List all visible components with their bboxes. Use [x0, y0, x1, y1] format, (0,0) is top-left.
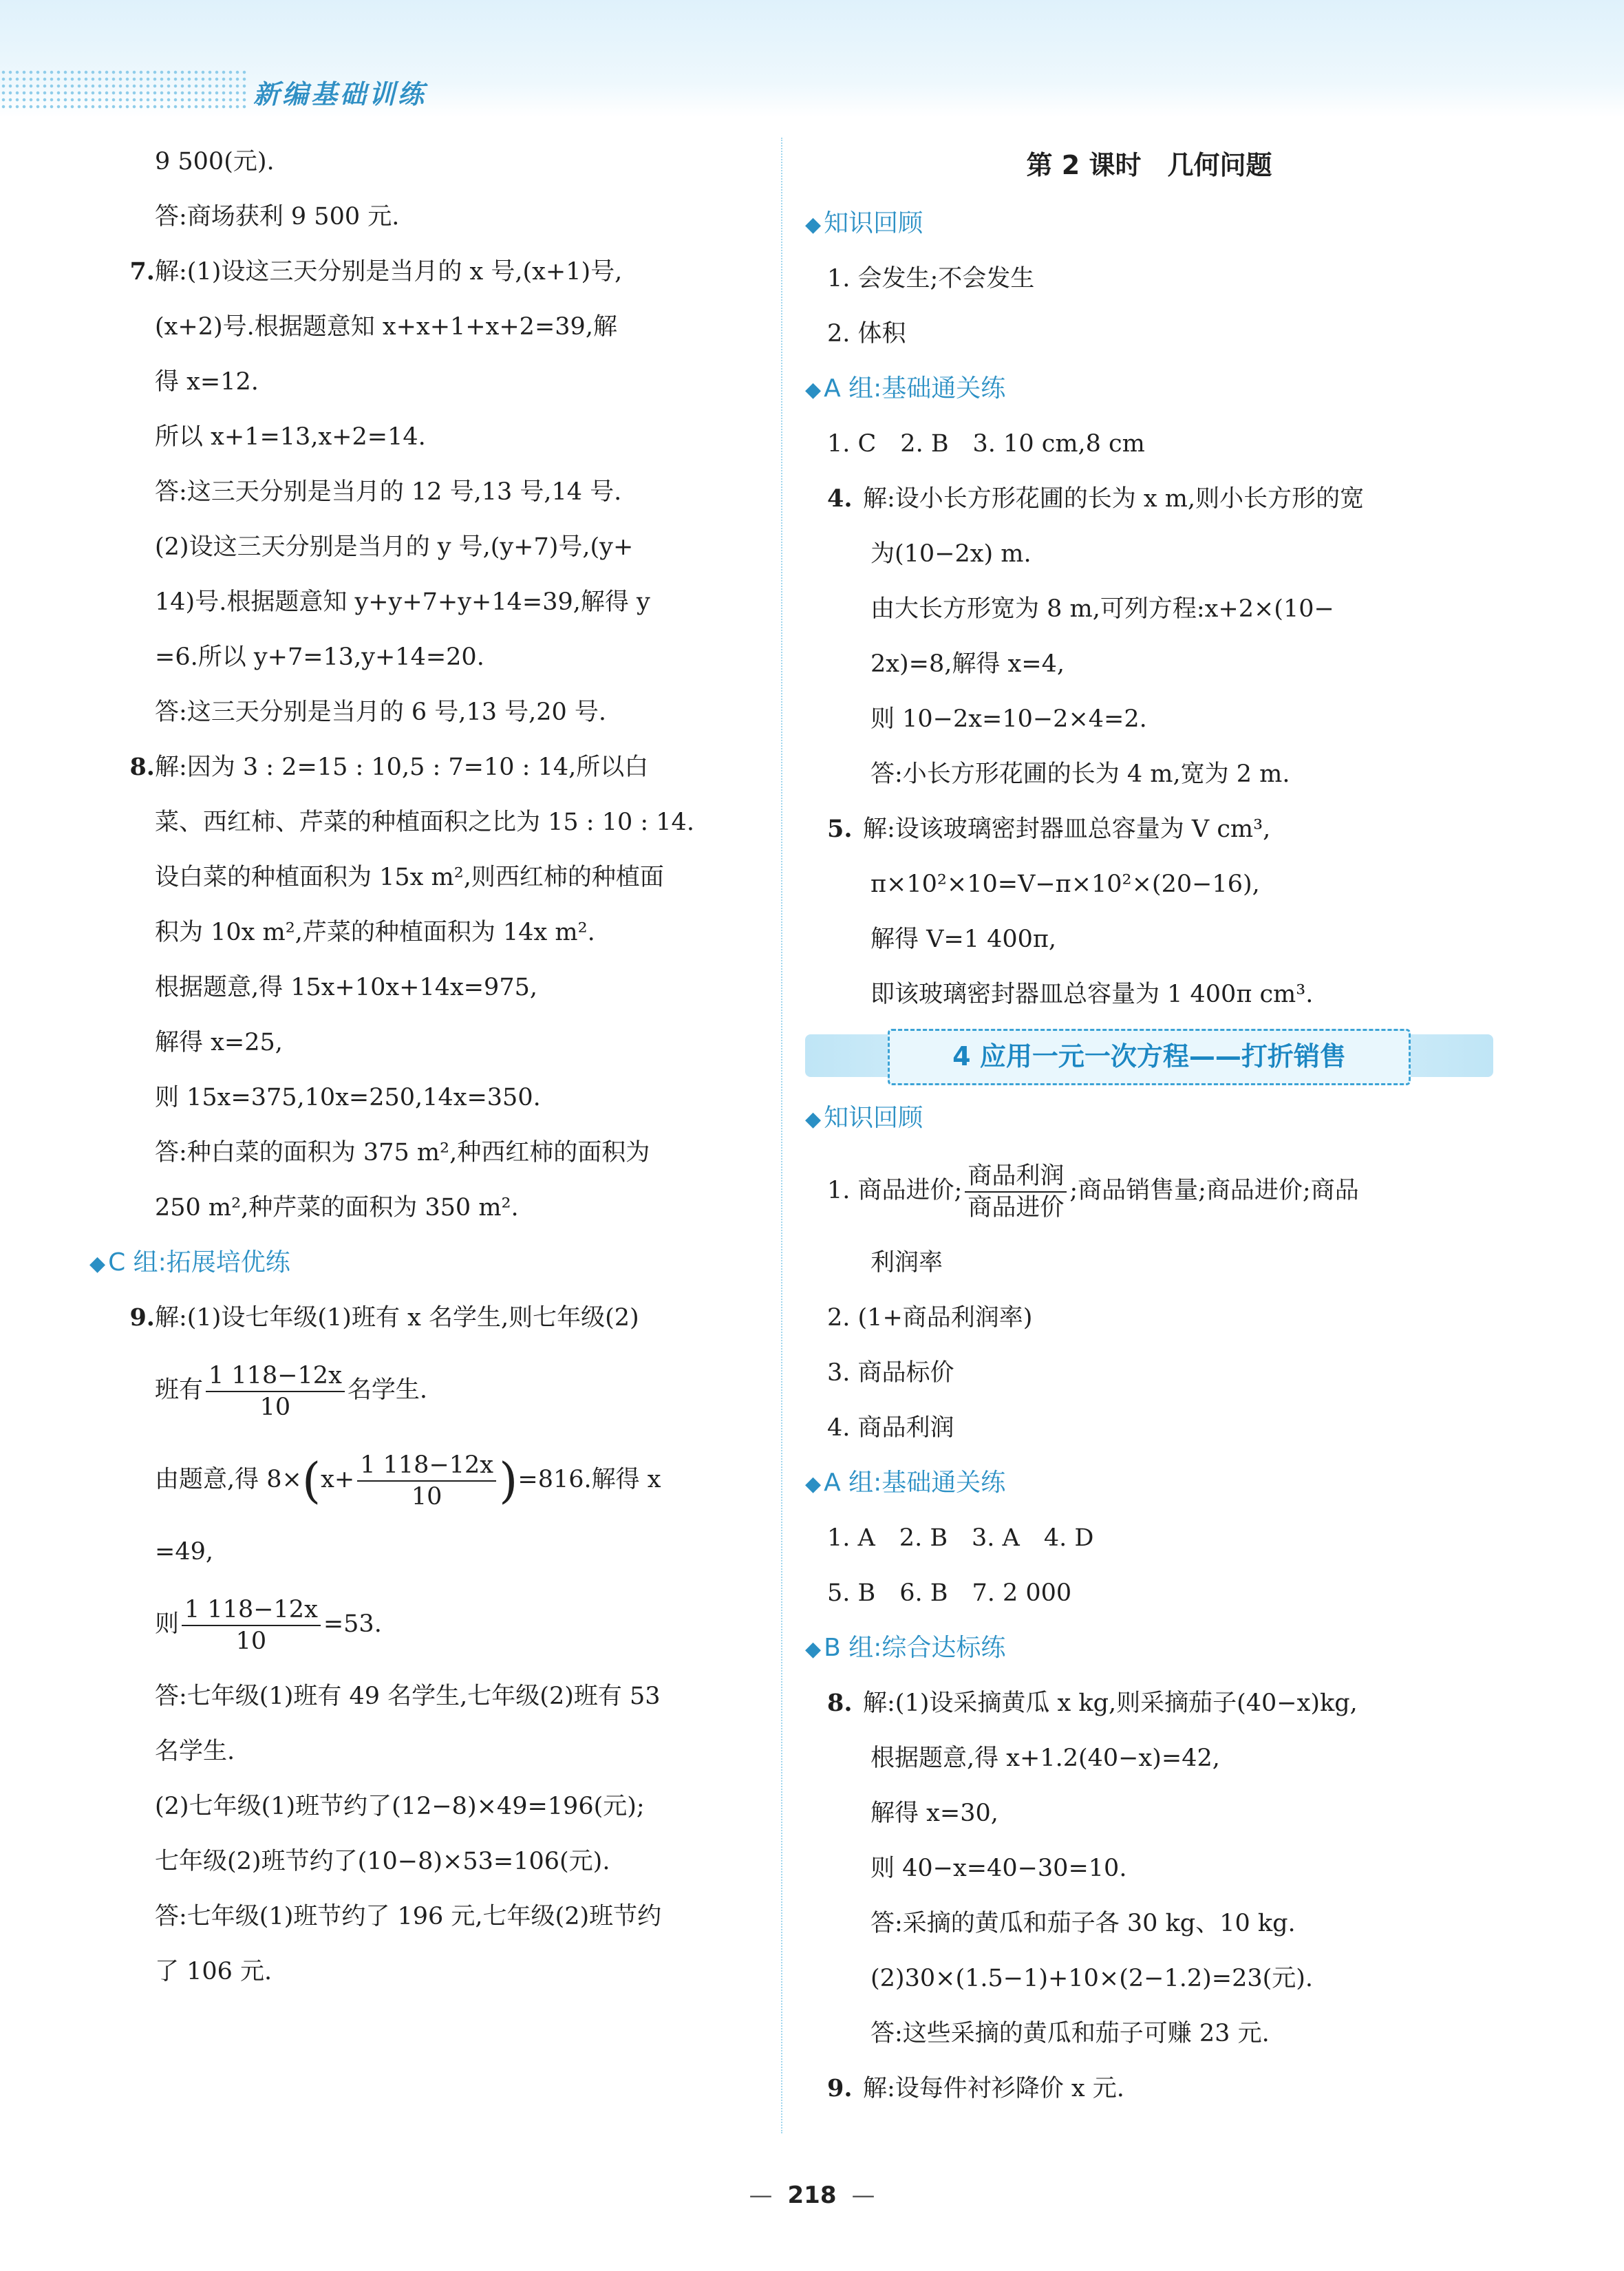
text-line: 得 x=12. [155, 368, 259, 396]
fraction-denominator: 10 [235, 1627, 267, 1655]
diamond-icon: ◆ [805, 1637, 822, 1661]
text-fragment: =816.解得 x [517, 1466, 661, 1493]
chapter-banner [805, 1022, 1493, 1091]
page-number: 218 [787, 2182, 837, 2209]
fraction-numerator: 1 118−12x [182, 1595, 321, 1626]
text-line: (x+2)号.根据题意知 x+x+1+x+2=39,解 [155, 313, 617, 341]
text-line: 答:七年级(1)班有 49 名学生,七年级(2)班有 53 [155, 1683, 661, 1710]
text-line: π×10²×10=V−π×10²×(20−16), [870, 871, 1260, 898]
text-line-fraction [819, 1146, 1479, 1235]
text-line: 答:七年级(1)班节约了 196 元,七年级(2)班节约 [155, 1903, 662, 1930]
text-line: 了 106 元. [155, 1958, 273, 1985]
text-fragment: 班有 [155, 1376, 204, 1404]
fraction-denominator: 10 [259, 1393, 291, 1421]
text-line: 解:因为 3 : 2=15 : 10,5 : 7=10 : 14,所以白 [155, 754, 649, 781]
text-line: 利润率 [870, 1249, 943, 1277]
text-line: 名学生. [155, 1738, 235, 1765]
text-line: 9 500(元). [155, 148, 275, 175]
lesson-title: 第 2 课时 几何问题 [1026, 150, 1272, 180]
text-line: 菜、西红柿、芹菜的种植面积之比为 15 : 10 : 14. [155, 809, 694, 836]
text-line: 250 m²,种芹菜的面积为 350 m². [155, 1194, 519, 1222]
section-heading-review [805, 196, 1479, 251]
text-line: 答:商场获利 9 500 元. [155, 203, 400, 231]
section-heading-a [805, 1456, 1479, 1511]
text-line: 所以 x+1=13,x+2=14. [155, 423, 426, 451]
header-title: 新编基础训练 [253, 78, 427, 109]
text-line: 解得 V=1 400π, [870, 926, 1057, 953]
fraction [182, 1595, 321, 1656]
text-line: 则 15x=375,10x=250,14x=350. [155, 1084, 541, 1111]
question-number: 9. [827, 2074, 853, 2102]
text-line: 由大长方形宽为 8 m,可列方程:x+2×(10− [870, 595, 1334, 623]
text-fragment: ;商品销售量;商品进价;商品 [1069, 1177, 1359, 1204]
text-line: 则 40−x=40−30=10. [870, 1855, 1127, 1882]
fraction-numerator: 1 118−12x [206, 1361, 345, 1392]
text-fragment: 由题意,得 8× [155, 1466, 302, 1493]
section-label: A 组:基础通关练 [824, 1469, 1006, 1497]
text-fragment: 1. 商品进价; [827, 1177, 963, 1204]
text-line: (2)七年级(1)班节约了(12−8)×49=196(元); [155, 1793, 645, 1820]
right-paren: ) [499, 1452, 518, 1509]
question-9 [103, 1290, 764, 1345]
text-line: 1. A 2. B 3. A 4. D [827, 1524, 1094, 1552]
section-heading-b [805, 1621, 1479, 1676]
right-column [805, 134, 1479, 2116]
fraction-denominator: 10 [411, 1482, 442, 1511]
question-5 [819, 802, 1479, 857]
text-line: 解:(1)设这三天分别是当月的 x 号,(x+1)号, [155, 258, 623, 286]
banner-title: 4 应用一元一次方程——打折销售 [888, 1029, 1411, 1085]
diamond-icon: ◆ [805, 213, 822, 237]
text-line: 3. 商品标价 [827, 1359, 954, 1387]
section-label: A 组:基础通关练 [824, 374, 1006, 403]
question-number: 5. [827, 815, 853, 843]
text-line: 七年级(2)班节约了(10−8)×53=106(元). [155, 1848, 610, 1875]
footer-dash: — [749, 2182, 773, 2209]
text-fragment: 名学生. [347, 1376, 427, 1404]
text-line: 2. (1+商品利润率) [827, 1304, 1033, 1332]
footer-dash: — [851, 2182, 875, 2209]
text-line: 答:小长方形花圃的长为 4 m,宽为 2 m. [870, 760, 1290, 788]
text-line: 答:这三天分别是当月的 12 号,13 号,14 号. [155, 478, 622, 506]
text-line-fraction [103, 1579, 764, 1669]
header-dot-pattern [0, 69, 248, 110]
fraction [965, 1161, 1067, 1223]
question-number: 4. [827, 484, 853, 513]
text-line: 2x)=8,解得 x=4, [870, 650, 1065, 678]
text-line: 解:(1)设七年级(1)班有 x 名学生,则七年级(2) [155, 1304, 639, 1332]
text-line: 答:这三天分别是当月的 6 号,13 号,20 号. [155, 699, 607, 726]
text-line: 根据题意,得 x+1.2(40−x)=42, [870, 1745, 1220, 1772]
text-line: =49, [155, 1538, 213, 1566]
text-line: (2)设这三天分别是当月的 y 号,(y+7)号,(y+ [155, 533, 634, 561]
text-line: 5. B 6. B 7. 2 000 [827, 1579, 1072, 1607]
left-column [89, 134, 764, 1999]
question-4 [819, 471, 1479, 526]
diamond-icon: ◆ [805, 1472, 822, 1496]
fraction-numerator: 1 118−12x [357, 1450, 496, 1482]
question-8 [819, 1676, 1479, 1731]
text-line: 14)号.根据题意知 y+y+7+y+14=39,解得 y [155, 588, 650, 616]
fraction-denominator: 商品进价 [968, 1193, 1065, 1222]
section-heading-review [805, 1091, 1479, 1146]
text-line: 答:这些采摘的黄瓜和茄子可赚 23 元. [870, 2020, 1270, 2047]
text-fragment: 则 [155, 1610, 180, 1638]
text-line: 解:设每件衬衫降价 x 元. [863, 2075, 1124, 2102]
text-line: (2)30×(1.5−1)+10×(2−1.2)=23(元). [870, 1965, 1314, 1992]
text-line: 解:设小长方形花圃的长为 x m,则小长方形的宽 [863, 485, 1365, 513]
text-line: 答:种白菜的面积为 375 m²,种西红柿的面积为 [155, 1139, 650, 1166]
text-line: 2. 体积 [827, 320, 906, 348]
text-line: =6.所以 y+7=13,y+14=20. [155, 643, 484, 671]
fraction [357, 1450, 496, 1512]
text-line: 为(10−2x) m. [870, 540, 1032, 568]
text-line: 解:(1)设采摘黄瓜 x kg,则采摘茄子(40−x)kg, [863, 1689, 1358, 1717]
text-line-fraction [103, 1435, 764, 1524]
section-label: C 组:拓展培优练 [108, 1248, 290, 1277]
text-line: 4. 商品利润 [827, 1414, 954, 1442]
section-label: 知识回顾 [824, 209, 923, 237]
diamond-icon: ◆ [805, 378, 822, 402]
section-heading-c [89, 1235, 764, 1290]
section-heading-a [805, 361, 1479, 416]
text-fragment: x+ [321, 1466, 355, 1493]
question-8 [103, 740, 764, 795]
text-line: 1. C 2. B 3. 10 cm,8 cm [827, 430, 1145, 458]
fraction [206, 1361, 345, 1422]
question-number: 8. [129, 753, 155, 781]
section-label: B 组:综合达标练 [824, 1634, 1006, 1662]
question-9 [819, 2061, 1479, 2116]
text-fragment: =53. [323, 1610, 382, 1638]
page-footer [0, 2182, 1624, 2209]
text-line: 积为 10x m²,芹菜的种植面积为 14x m². [155, 919, 595, 946]
text-line: 答:采摘的黄瓜和茄子各 30 kg、10 kg. [870, 1910, 1296, 1937]
column-divider [781, 138, 782, 2133]
diamond-icon: ◆ [805, 1107, 822, 1131]
text-line: 根据题意,得 15x+10x+14x=975, [155, 974, 537, 1001]
text-line-fraction [103, 1345, 764, 1435]
left-paren: ( [301, 1452, 321, 1509]
text-line: 即该玻璃密封器皿总容量为 1 400π cm³. [870, 981, 1314, 1008]
diamond-icon: ◆ [89, 1252, 106, 1276]
question-number: 7. [129, 257, 155, 286]
section-label: 知识回顾 [824, 1104, 923, 1132]
text-line: 解得 x=25, [155, 1029, 283, 1056]
text-line: 1. 会发生;不会发生 [827, 265, 1035, 292]
question-7 [103, 244, 764, 299]
text-line: 解得 x=30, [870, 1800, 998, 1827]
fraction-numerator: 商品利润 [965, 1161, 1067, 1193]
question-number: 9. [129, 1303, 155, 1332]
text-line: 解:设该玻璃密封器皿总容量为 V cm³, [863, 815, 1271, 843]
text-line: 则 10−2x=10−2×4=2. [870, 705, 1147, 733]
question-number: 8. [827, 1689, 853, 1717]
text-line: 设白菜的种植面积为 15x m²,则西红柿的种植面 [155, 864, 664, 891]
